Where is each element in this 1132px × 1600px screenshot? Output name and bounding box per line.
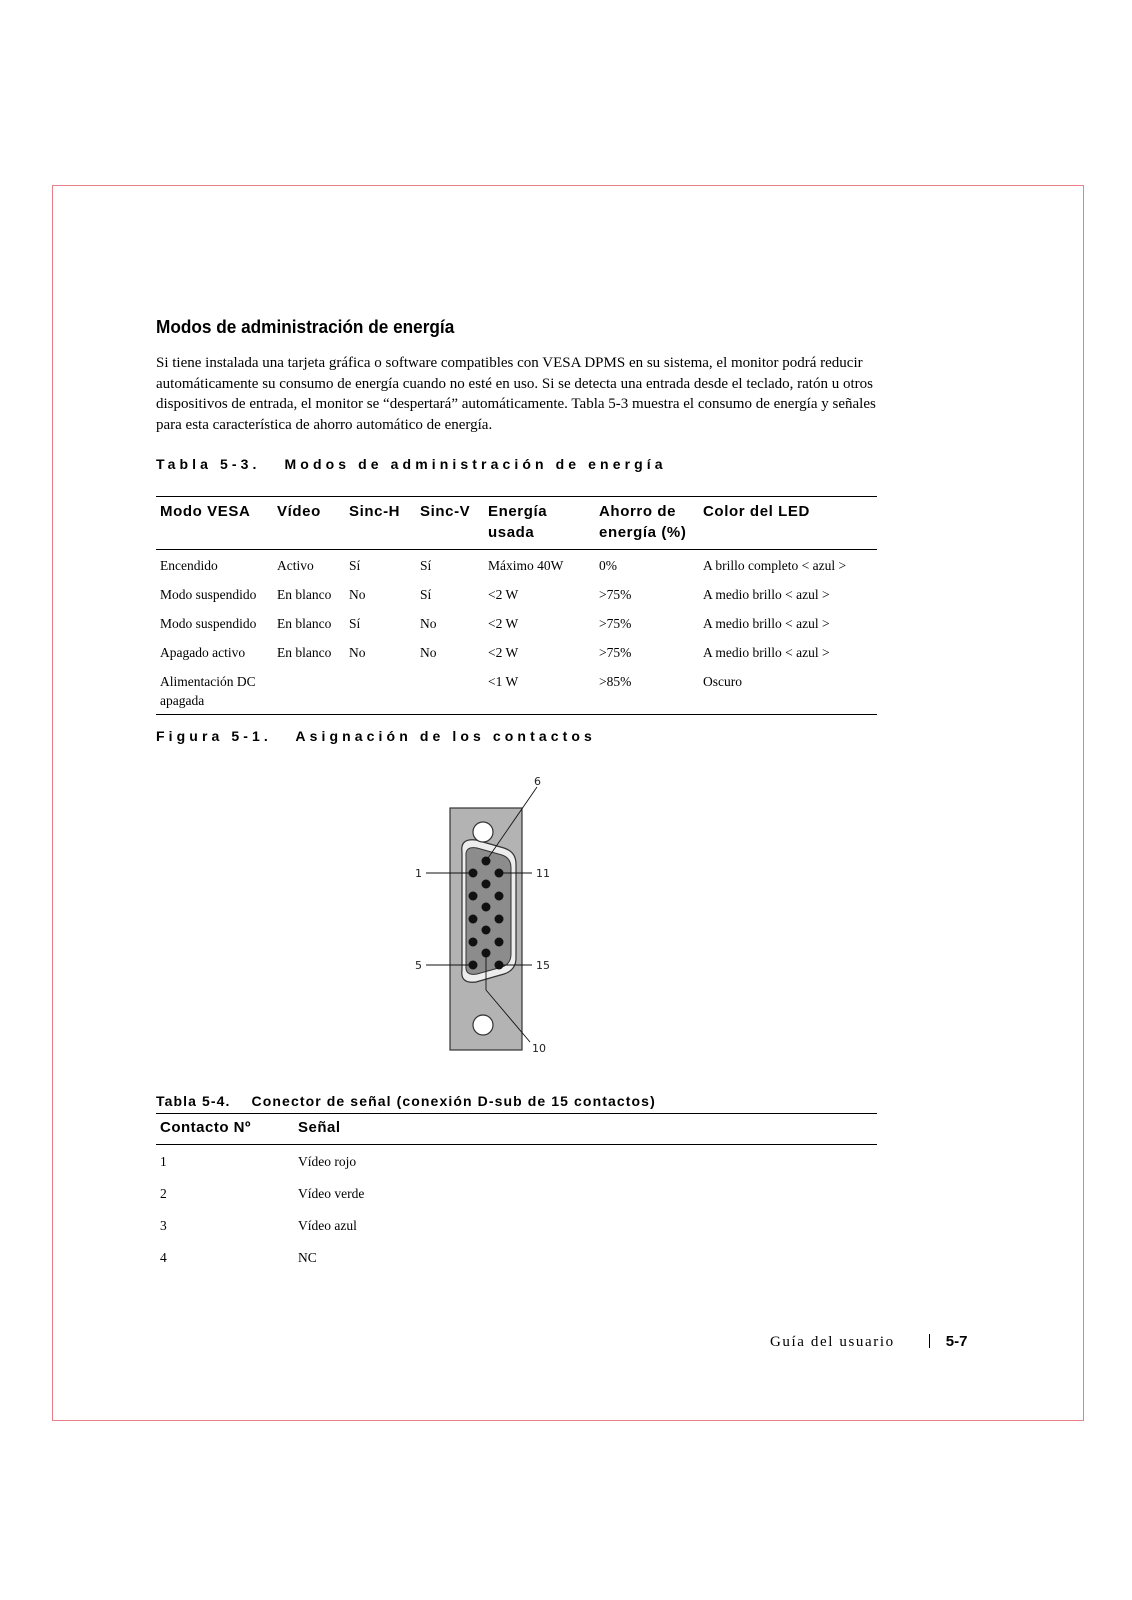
table-cell: 2 — [160, 1185, 167, 1201]
pin-label-1: 1 — [415, 867, 422, 880]
pin-14 — [495, 938, 504, 947]
table-cell: 0% — [599, 558, 617, 573]
table-row — [156, 672, 877, 715]
table-5-4-caption-title: Conector de señal (conexión D-sub de 15 contactos) — [251, 1093, 656, 1109]
table-row — [156, 1209, 877, 1241]
pin-label-15: 15 — [536, 959, 550, 972]
table-cell: 4 — [160, 1249, 167, 1265]
table-cell: <2 W — [488, 616, 519, 631]
table-row — [156, 1145, 877, 1178]
footer-separator — [929, 1334, 930, 1348]
intro-paragraph: Si tiene instalada una tarjeta gráfica o software compatibles con VESA DPMS en su sistema, el monitor podrá reducir automáticamente su consumo de energía cuando no esté en uso. Si se detecta una entrada desde el teclado, ratón u otros dispositivos de entrada, el monitor se “despertará” automáticamente. Tabla 5-3 muestra el consumo de energía y señales para esta característica de ahorro automático de energía. — [156, 355, 876, 433]
table-5-3-caption-title: Modos de administración de energía — [284, 456, 667, 472]
table-cell: >75% — [599, 616, 632, 631]
footer-guide-title: Guía del usuario — [770, 1334, 895, 1350]
pin-4 — [469, 938, 478, 947]
col-header-sinc-v: Sinc-V — [416, 497, 484, 550]
table-cell: Vídeo rojo — [298, 1153, 357, 1169]
pin-9 — [482, 926, 491, 935]
table-row — [156, 614, 877, 643]
table-cell: 1 — [160, 1153, 167, 1169]
table-cell: Alimentación DC apagada — [156, 672, 273, 715]
table-header-row — [156, 1114, 877, 1145]
col-header-contacto: Contacto Nº — [156, 1114, 294, 1145]
figure-5-1-caption-number: Figura 5-1. — [156, 728, 272, 744]
figure-5-1-caption — [156, 728, 596, 744]
table-cell: A medio brillo < azul > — [703, 587, 830, 602]
table-5-3-caption — [156, 456, 667, 472]
pin-label-10: 10 — [532, 1042, 546, 1055]
table-cell: Activo — [277, 558, 314, 573]
table-cell: Sí — [349, 616, 361, 631]
table-cell: A medio brillo < azul > — [703, 645, 830, 660]
table-header-row — [156, 497, 877, 550]
col-header-modo-vesa: Modo VESA — [156, 497, 273, 550]
table-cell: A medio brillo < azul > — [703, 616, 830, 631]
table-cell: >75% — [599, 645, 632, 660]
table-cell: >75% — [599, 587, 632, 602]
table-cell: A brillo completo < azul > — [703, 558, 847, 573]
table-cell — [273, 672, 345, 715]
table-row — [156, 643, 877, 672]
pin-label-11: 11 — [536, 867, 550, 880]
table-cell: Oscuro — [699, 672, 877, 715]
table-cell: En blanco — [277, 587, 332, 602]
pin-7 — [482, 880, 491, 889]
signal-connector-table — [156, 1113, 877, 1273]
col-header-video: Vídeo — [273, 497, 345, 550]
table-cell: Encendido — [160, 558, 218, 573]
table-cell: Sí — [349, 558, 361, 573]
table-cell: No — [420, 616, 437, 631]
pin-8 — [482, 903, 491, 912]
table-cell: <1 W — [484, 672, 595, 715]
table-cell: No — [349, 645, 366, 660]
table-row — [156, 1177, 877, 1209]
table-row — [156, 585, 877, 614]
mounting-hole-bottom — [473, 1015, 493, 1035]
power-modes-table — [156, 496, 877, 715]
table-cell: Apagado activo — [160, 645, 246, 660]
table-cell: Vídeo verde — [298, 1185, 365, 1201]
table-cell: Vídeo azul — [298, 1217, 357, 1233]
dsub-connector-diagram — [415, 775, 570, 1070]
table-cell — [416, 672, 484, 715]
table-cell: No — [420, 645, 437, 660]
table-cell: Máximo 40W — [488, 558, 564, 573]
col-header-color-led: Color del LED — [699, 497, 877, 550]
pin-3 — [469, 915, 478, 924]
table-5-4-caption-number: Tabla 5-4. — [156, 1093, 231, 1109]
page-footer — [770, 1333, 967, 1351]
mounting-hole-top — [473, 822, 493, 842]
col-header-sinc-h: Sinc-H — [345, 497, 416, 550]
col-header-energia-usada: Energía usada — [484, 497, 595, 550]
table-cell: Modo suspendido — [160, 616, 257, 631]
page-number: 5-7 — [945, 1333, 968, 1350]
table-5-4-caption — [156, 1093, 656, 1109]
pin-label-5: 5 — [415, 959, 422, 972]
table-cell — [345, 672, 416, 715]
section-title: Modos de administración de energía — [156, 316, 455, 337]
table-cell: 3 — [160, 1217, 167, 1233]
table-row — [156, 550, 877, 586]
table-cell: Sí — [420, 558, 432, 573]
pin-label-6: 6 — [534, 775, 541, 788]
table-cell: >85% — [595, 672, 699, 715]
table-row — [156, 1241, 877, 1273]
col-header-senal: Señal — [294, 1114, 877, 1145]
col-header-ahorro: Ahorro de energía (%) — [595, 497, 699, 550]
table-cell: NC — [298, 1249, 317, 1265]
table-cell: <2 W — [488, 645, 519, 660]
table-cell: <2 W — [488, 587, 519, 602]
table-cell: Sí — [420, 587, 432, 602]
table-cell: En blanco — [277, 645, 332, 660]
pin-12 — [495, 892, 504, 901]
table-5-3-caption-number: Tabla 5-3. — [156, 456, 261, 472]
table-cell: No — [349, 587, 366, 602]
pin-13 — [495, 915, 504, 924]
figure-5-1-caption-title: Asignación de los contactos — [295, 728, 596, 744]
table-cell: En blanco — [277, 616, 332, 631]
table-cell: Modo suspendido — [160, 587, 257, 602]
pin-2 — [469, 892, 478, 901]
